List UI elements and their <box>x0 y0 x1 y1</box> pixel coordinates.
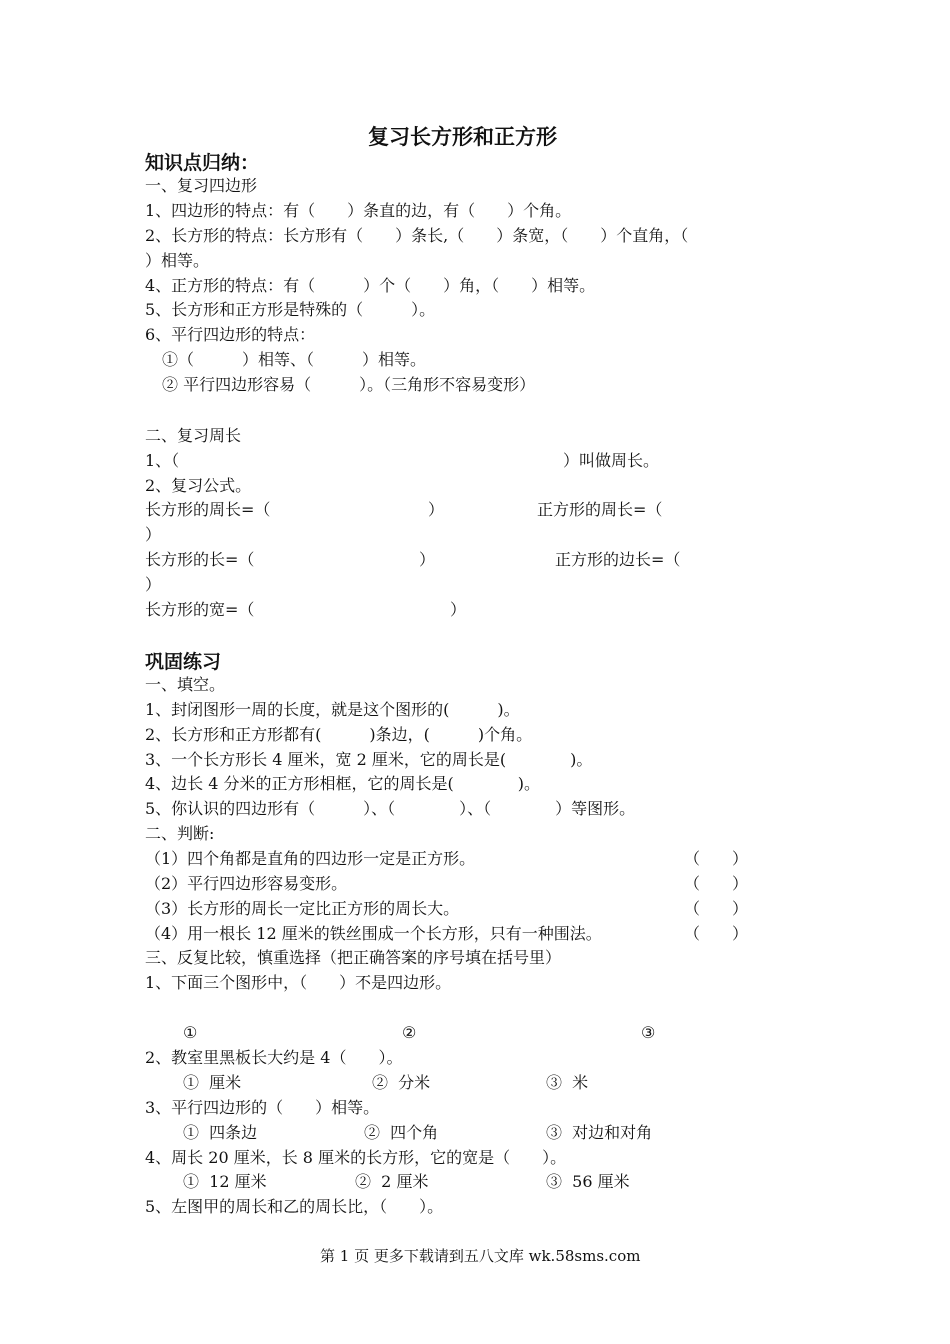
choice-1-option-2: ② <box>402 1023 417 1042</box>
perimeter-def-close: ）叫做周长。 <box>563 451 660 470</box>
fill-item-1: 1、封闭图形一周的长度，就是这个图形的( )。 <box>145 700 520 719</box>
fill-item-2: 2、长方形和正方形都有( )条边，( )个角。 <box>145 725 533 744</box>
choice-title: 三、反复比较，慎重选择（把正确答案的序号填在括号里） <box>145 948 562 967</box>
knowledge-item-2: 2、长方形的特点：长方形有（ ）条长,（ ）条宽，（ ）个直角，（ <box>145 226 689 245</box>
judge-item-2: （2）平行四边形容易变形。 <box>145 874 348 893</box>
judge-item-3: （3）长方形的周长一定比正方形的周长大。 <box>145 899 460 918</box>
choice-item-5: 5、左图甲的周长和乙的周长比，（ ）。 <box>145 1197 444 1216</box>
formula-title: 2、复习公式。 <box>145 476 252 495</box>
choice-4-option-1: ① 12 厘米 <box>183 1172 267 1191</box>
choice-2-option-3: ③ 米 <box>546 1073 589 1092</box>
choice-1-option-1: ① <box>183 1023 198 1042</box>
fill-item-5: 5、你认识的四边形有（ ）、（ ）、（ ）等图形。 <box>145 799 636 818</box>
knowledge-item-6-1: ①（ ）相等、（ ）相等。 <box>162 350 427 369</box>
choice-item-3: 3、平行四边形的（ ）相等。 <box>145 1098 380 1117</box>
choice-3-option-2: ② 四个角 <box>364 1123 439 1142</box>
judge-answer-2: （ ） <box>684 874 749 893</box>
square-side-formula: 正方形的边长=（ <box>555 550 681 569</box>
page-footer: 第 1 页 更多下载请到五八文库 wk.58sms.com <box>320 1247 641 1265</box>
fill-item-3: 3、一个长方形长 4 厘米，宽 2 厘米，它的周长是( )。 <box>145 750 593 769</box>
judge-item-4: （4）用一根长 12 厘米的铁丝围成一个长方形，只有一种围法。 <box>145 924 602 943</box>
judge-item-1: （1）四个角都是直角的四边形一定是正方形。 <box>145 849 476 868</box>
choice-item-4: 4、周长 20 厘米，长 8 厘米的长方形，它的宽是（ ）。 <box>145 1148 567 1167</box>
rect-perimeter-formula: 长方形的周长=（ <box>145 500 271 519</box>
knowledge-item-4: 4、正方形的特点：有（ ）个（ ）角，（ ）相等。 <box>145 276 596 295</box>
choice-4-option-2: ② 2 厘米 <box>355 1172 429 1191</box>
judge-answer-3: （ ） <box>684 899 749 918</box>
knowledge-item-2-cont: ）相等。 <box>145 251 210 270</box>
fill-item-4: 4、边长 4 分米的正方形相框，它的周长是( )。 <box>145 774 541 793</box>
perimeter-def-open: 1、（ <box>145 451 180 470</box>
rect-length-formula: 长方形的长=（ <box>145 550 255 569</box>
rect-width-formula: 长方形的宽=（ <box>145 600 255 619</box>
judge-answer-4: （ ） <box>684 924 749 943</box>
choice-4-option-3: ③ 56 厘米 <box>546 1172 630 1191</box>
fill-blank-title: 一、填空。 <box>145 675 226 694</box>
section-perimeter-title: 二、复习周长 <box>145 426 242 445</box>
practice-heading: 巩固练习 <box>145 651 222 673</box>
choice-item-1: 1、下面三个图形中，（ ）不是四边形。 <box>145 973 452 992</box>
choice-2-option-2: ② 分米 <box>372 1073 431 1092</box>
square-perimeter-formula: 正方形的周长=（ <box>537 500 663 519</box>
rect-width-close: ） <box>450 600 467 619</box>
knowledge-heading: 知识点归纳： <box>145 152 260 174</box>
page-title: 复习长方形和正方形 <box>368 125 557 149</box>
rect-perimeter-close: ） <box>428 500 445 519</box>
knowledge-item-6: 6、平行四边形的特点： <box>145 325 316 344</box>
choice-item-2: 2、教室里黑板长大约是 4（ ）。 <box>145 1048 403 1067</box>
section-quadrilateral-title: 一、复习四边形 <box>145 176 258 195</box>
square-perimeter-close: ） <box>145 525 162 544</box>
rect-length-close: ） <box>419 550 436 569</box>
choice-1-option-3: ③ <box>641 1023 656 1042</box>
knowledge-item-6-2: ② 平行四边形容易（ ）。（三角形不容易变形） <box>162 375 536 394</box>
judge-title: 二、判断: <box>145 824 215 843</box>
square-side-close: ） <box>145 575 162 594</box>
judge-answer-1: （ ） <box>684 849 749 868</box>
choice-3-option-3: ③ 对边和对角 <box>546 1123 653 1142</box>
knowledge-item-5: 5、长方形和正方形是特殊的（ ）。 <box>145 300 436 319</box>
knowledge-item-1: 1、四边形的特点：有（ ）条直的边，有（ ）个角。 <box>145 201 572 220</box>
choice-2-option-1: ① 厘米 <box>183 1073 242 1092</box>
choice-3-option-1: ① 四条边 <box>183 1123 258 1142</box>
